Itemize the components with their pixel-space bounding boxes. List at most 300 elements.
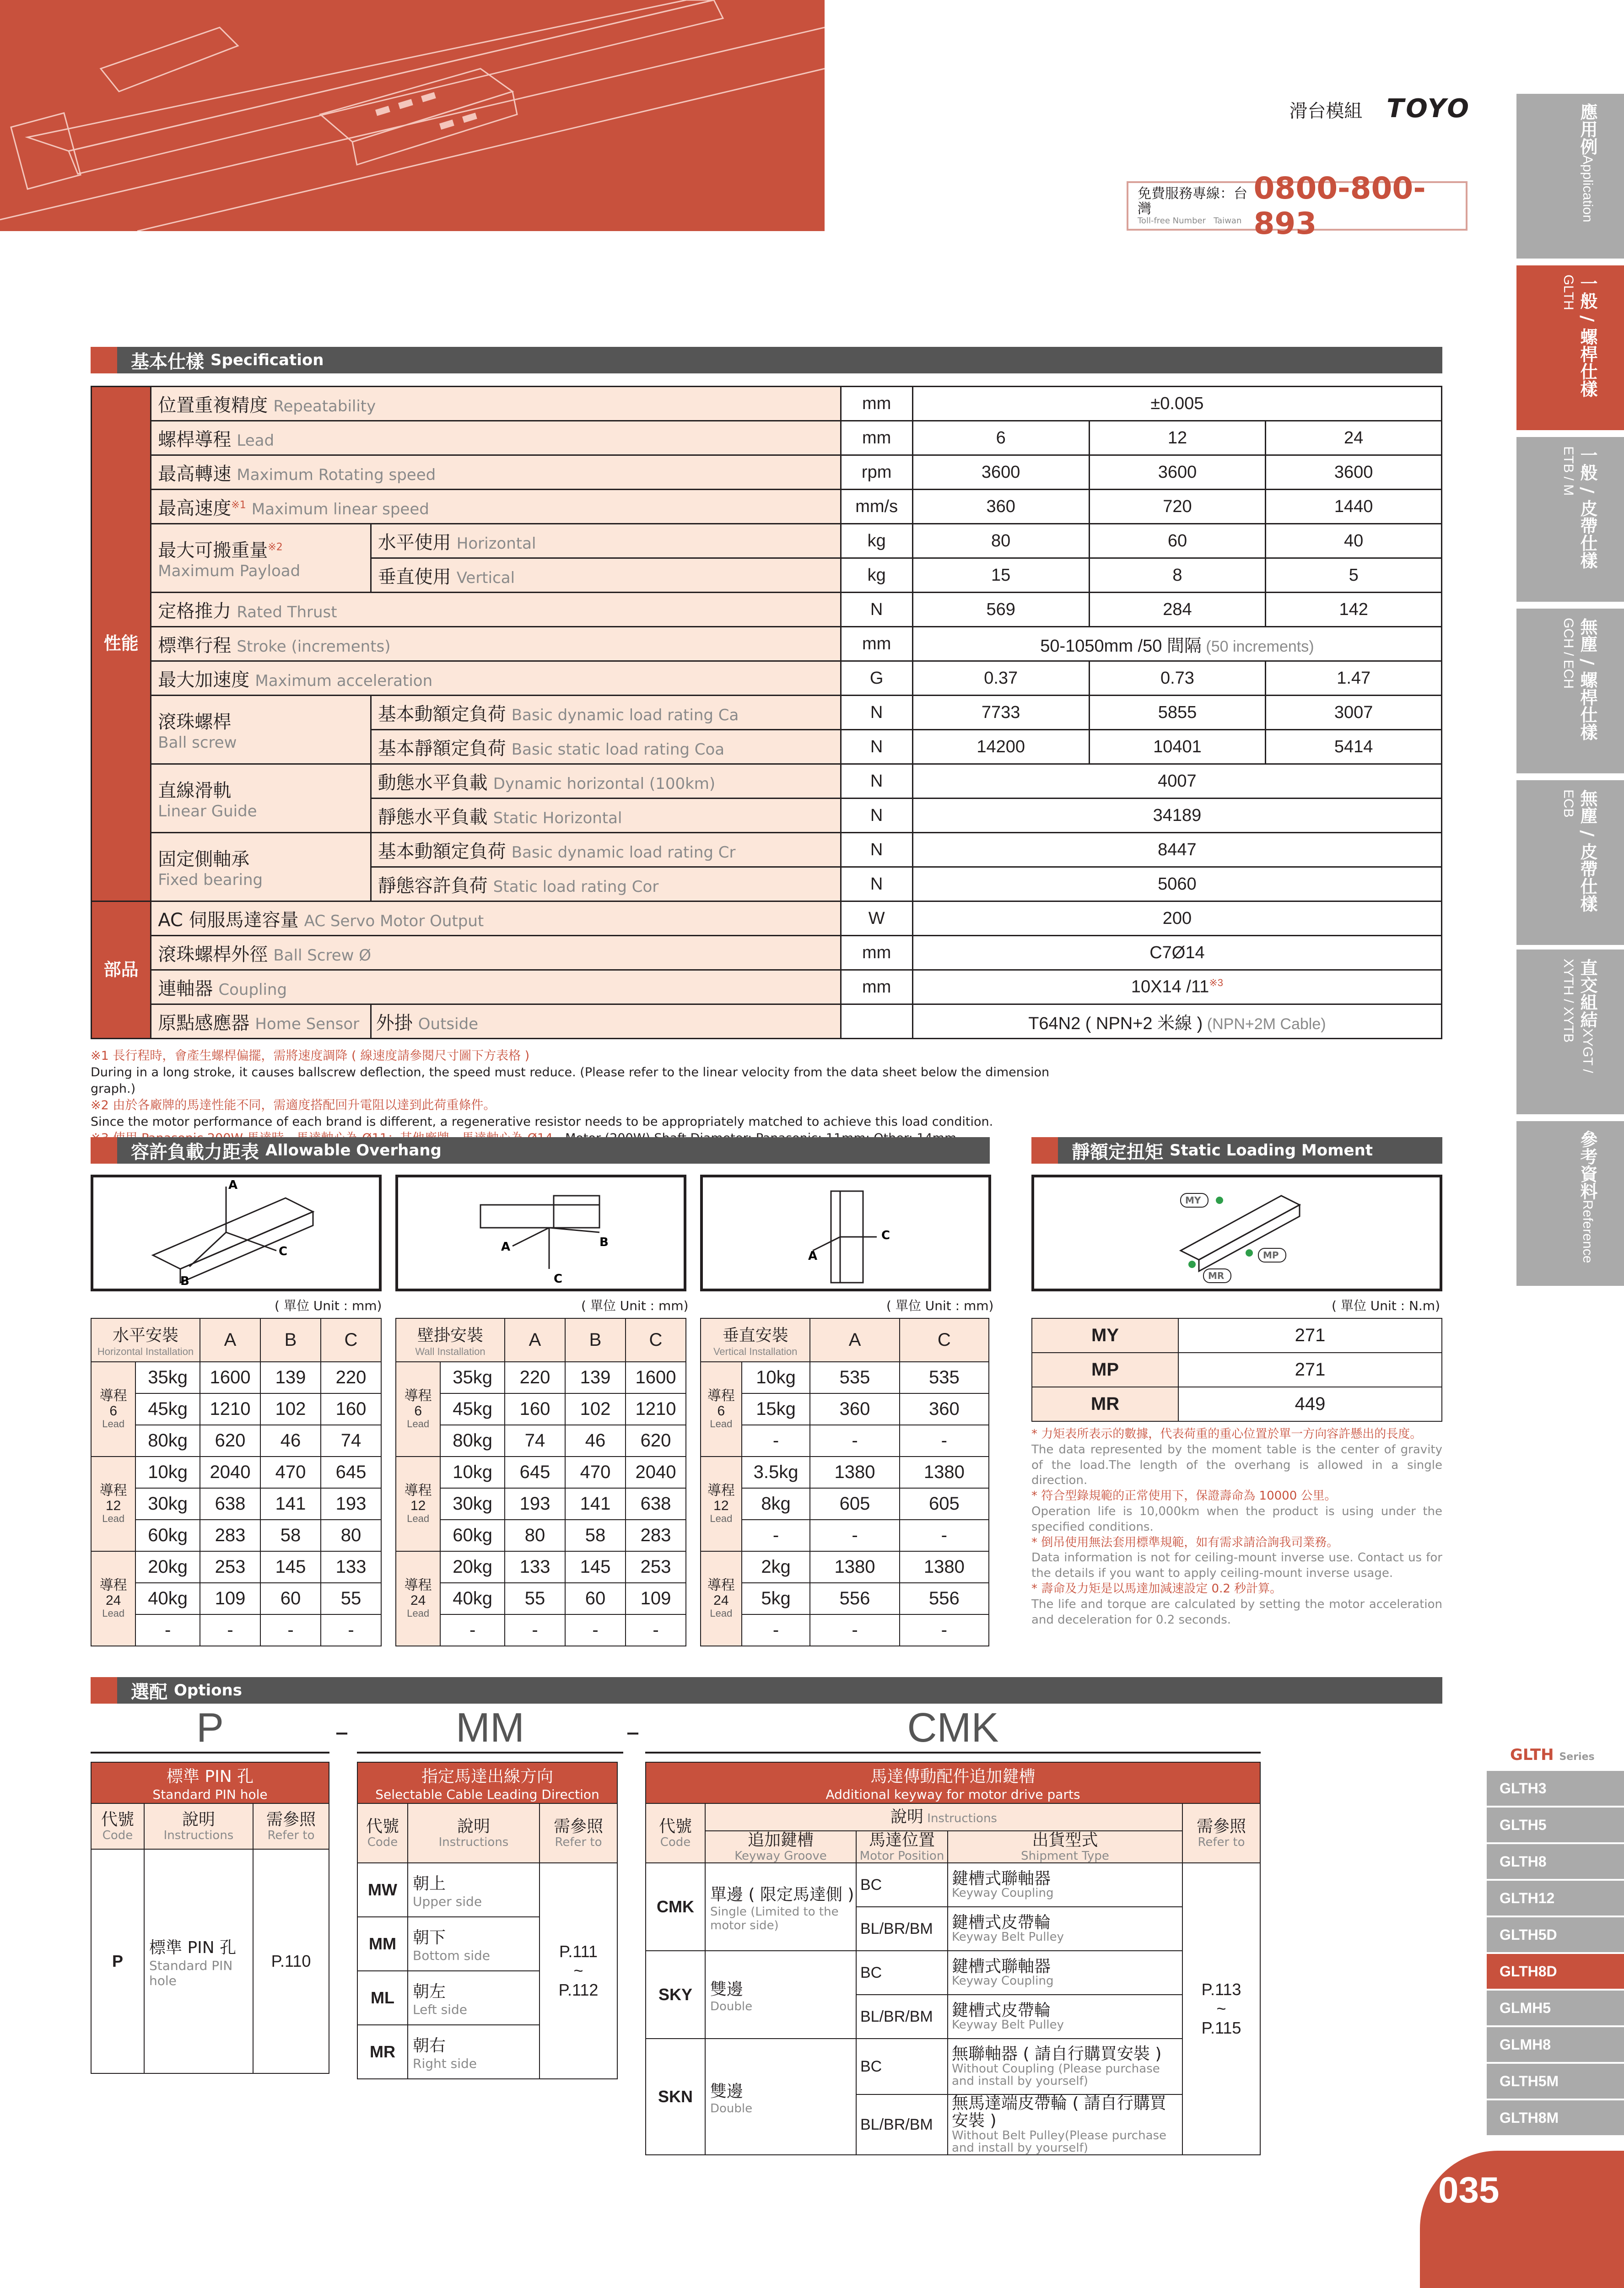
spec-value: 10X14 /11$^{※3}$	[912, 970, 1441, 1004]
vertical-unit: ( 單位 Unit : mm)	[886, 1298, 994, 1313]
p-hdr-en: Standard PIN hole	[152, 1787, 268, 1802]
spec-label: 位置重複精度 Repeatability	[151, 387, 841, 421]
load-cell: -	[742, 1520, 810, 1551]
load-cell: 45kg	[135, 1393, 200, 1425]
spec-label: 滾珠螺桿外徑 Ball Screw Ø	[151, 936, 841, 970]
moment-note-2-zh: * 符合型錄規範的正常使用下，保證壽命為 10000 公里。	[1031, 1489, 1337, 1503]
value-cell: 46	[565, 1425, 626, 1457]
spec-unit	[841, 1004, 912, 1039]
lead-6: 導程 6 Lead	[701, 1362, 742, 1457]
spec-unit: N	[841, 764, 912, 799]
value-cell: 80	[505, 1520, 565, 1551]
col-C: C	[321, 1318, 381, 1362]
load-cell: 80kg	[440, 1425, 505, 1457]
load-cell: -	[742, 1425, 810, 1457]
lead-6: 導程 6 Lead	[91, 1362, 135, 1457]
value-cell: 139	[260, 1362, 321, 1393]
value-cell: 102	[260, 1393, 321, 1425]
shipment-type: 鍵槽式聯軸器 Keyway Coupling	[948, 1951, 1182, 1995]
spec-label: 定格推力 Rated Thrust	[151, 593, 841, 627]
moment-notes	[1031, 1427, 1442, 1628]
load-cell: 30kg	[440, 1488, 505, 1520]
p-row-en: Standard PIN hole	[149, 1958, 233, 1988]
value-cell: 109	[200, 1583, 260, 1614]
value-cell: 193	[321, 1488, 381, 1520]
motor-position: BL/BR/BM	[856, 1995, 948, 2039]
mm-ins-hdr: 說明	[457, 1817, 490, 1836]
series-item-glth3[interactable]: GLTH3	[1487, 1771, 1624, 1807]
spec-table	[91, 386, 1442, 1039]
series-item-glth12[interactable]: GLTH12	[1487, 1881, 1624, 1916]
moment-table	[1031, 1318, 1442, 1422]
dash-2: –	[626, 1716, 640, 1748]
spec-value: 50-1050mm /50 間隔 (50 increments)	[912, 627, 1441, 661]
cmk-code-SKN: SKN	[646, 2039, 705, 2155]
spec-label: 基本動額定負荷 Basic dynamic load rating Ca	[371, 696, 841, 730]
load-cell: 8kg	[742, 1488, 810, 1520]
v-overhang-table	[700, 1318, 989, 1646]
spec-label: 基本靜額定負荷 Basic static load rating Coa	[371, 730, 841, 764]
svg-text:A: A	[501, 1240, 511, 1254]
spec-value-1: 6	[912, 421, 1089, 455]
series-item-glth8d[interactable]: GLTH8D	[1487, 1954, 1624, 1990]
spec-label: 連軸器 Coupling	[151, 970, 841, 1004]
moment-note-1-en: The data represented by the moment table is the center of gravity of the load.The length of the overhang is allowed in a single direction.	[1031, 1442, 1442, 1488]
value-cell: 283	[626, 1520, 686, 1551]
spec-label: 最高轉速 Maximum Rotating speed	[151, 455, 841, 490]
spec-unit: N	[841, 867, 912, 901]
note-2-zh: ※2 由於各廠牌的馬達性能不同，需適度搭配回升電阻以達到此荷重條件。	[91, 1098, 496, 1112]
spec-unit: mm	[841, 970, 912, 1004]
h-overhang-table	[91, 1318, 382, 1646]
spec-title: 基本仕樣	[131, 351, 204, 372]
moment-note-4-en: The life and torque are calculated by setting the motor acceleration and deceleration for 0.2 seconds.	[1031, 1597, 1442, 1627]
spec-value-1: 360	[912, 490, 1089, 524]
load-cell: 30kg	[135, 1488, 200, 1520]
horizontal-unit: ( 單位 Unit : mm)	[275, 1298, 382, 1313]
spec-value-2: 8	[1089, 558, 1266, 593]
value-cell: 470	[260, 1457, 321, 1488]
value-cell: -	[626, 1614, 686, 1646]
cmk-code-CMK: CMK	[646, 1863, 705, 1951]
value-cell: 1600	[200, 1362, 260, 1393]
spec-value: 8447	[912, 833, 1441, 867]
moment-mr-label: MR	[1032, 1387, 1178, 1421]
spec-value-2: 3600	[1089, 455, 1266, 490]
load-cell: 10kg	[742, 1362, 810, 1393]
mm-ref-hdr-en: Refer to	[555, 1835, 602, 1849]
category-parts: 部品	[92, 901, 151, 1039]
svg-text:MY: MY	[1185, 1195, 1201, 1206]
value-cell: 60	[565, 1583, 626, 1614]
value-cell: 160	[321, 1393, 381, 1425]
option-mm-table	[357, 1762, 618, 2079]
series-title-text: GLTH	[1510, 1746, 1554, 1764]
svg-text:A: A	[228, 1178, 238, 1192]
series-title-small: Series	[1559, 1751, 1595, 1763]
spec-value: T64N2 ( NPN+2 米線 ) (NPN+2M Cable)	[912, 1004, 1441, 1039]
value-cell: 220	[505, 1362, 565, 1393]
p-row-zh: 標準 PIN 孔	[149, 1938, 237, 1957]
sidebar-tab-2[interactable]: 一般 / 螺桿仕樣GLTH	[1516, 265, 1624, 430]
note-1-zh: ※1 長行程時，會產生螺桿偏擺，需將速度調降 ( 線速度請參閱尺寸圖下方表格 )	[91, 1049, 530, 1063]
install-label: 壁掛安裝 Wall Installation	[396, 1318, 505, 1362]
load-cell: -	[135, 1614, 200, 1646]
spec-label: 動態水平負載 Dynamic horizontal (100km)	[371, 764, 841, 799]
moment-mr-value: 449	[1178, 1387, 1442, 1421]
series-item-glth5d[interactable]: GLTH5D	[1487, 1917, 1624, 1953]
spec-value: 34189	[912, 799, 1441, 833]
mm-code-mm: MM	[357, 1917, 408, 1971]
svg-text:MP: MP	[1263, 1250, 1279, 1261]
moment-mp-value: 271	[1178, 1353, 1442, 1387]
value-cell: 556	[900, 1583, 989, 1614]
spec-unit: mm	[841, 936, 912, 970]
spec-value: 5060	[912, 867, 1441, 901]
series-item-glmh5[interactable]: GLMH5	[1487, 1991, 1624, 2026]
spec-value-1: 15	[912, 558, 1089, 593]
spec-unit: N	[841, 696, 912, 730]
value-cell: 620	[200, 1425, 260, 1457]
lead-24: 導程 24 Lead	[701, 1551, 742, 1646]
note-2-en: Since the motor performance of each brand is different, a regenerative resistor needs to be appropriately matched to achieve this load condition.	[91, 1114, 993, 1129]
motor-position: BC	[856, 1951, 948, 1995]
col-C: C	[900, 1318, 989, 1362]
mm-mr-zh: 朝右	[413, 2036, 446, 2055]
sidebar-tab-7[interactable]: 參考資料Reference	[1516, 1121, 1624, 1286]
lead-12: 導程 12 Lead	[701, 1457, 742, 1551]
options-title: 選配	[131, 1681, 167, 1703]
spec-value-3: 3600	[1266, 455, 1442, 490]
value-cell: 133	[321, 1551, 381, 1583]
overhang-title: 容許負載力距表	[131, 1141, 259, 1163]
overhang-section-bar	[91, 1137, 990, 1164]
note-2	[91, 1097, 1052, 1130]
lead-24: 導程 24 Lead	[91, 1551, 135, 1646]
option-cmk-wrap	[645, 1762, 1261, 2155]
shipment-type: 無聯軸器 ( 請自行購買安裝 ) Without Coupling (Please purchase and install by yourself)	[948, 2039, 1182, 2094]
svg-text:MR: MR	[1208, 1270, 1225, 1281]
sidebar-tab-1[interactable]: 應用例Application	[1516, 94, 1624, 259]
load-cell: 15kg	[742, 1393, 810, 1425]
value-cell: -	[565, 1614, 626, 1646]
series-item-glth8[interactable]: GLTH8	[1487, 1844, 1624, 1880]
load-cell: 60kg	[440, 1520, 505, 1551]
value-cell: 638	[626, 1488, 686, 1520]
option-cmk-table: 馬達傳動配件追加鍵槽 Additional keyway for motor drive parts 代號 Code 說明 Instructions 需參照 Refer to 追加鍵槽 Keyway Groove 馬達位置 Motor Position 出貨型式 Shipment Type CMK 單邊 ( 限定馬達側 ) Single (Limited to the motor side) BC 鍵槽式聯軸器 Keyway Coupling P.113 ~ P.115 BL/BR/BM 鍵槽式皮帶輪 Keyway Belt Pulley SKY 雙邊 Double BC 鍵槽式聯軸器 Keyway Coupling BL/BR/BM 鍵槽式皮帶輪 Keyway Belt Pulley SKN 雙邊 Double BC 無聯軸器 ( 請自行購買安裝 ) Without Coupling (Please purchase and install by yourself) BL/BR/BM 無馬達端皮帶輪 ( 請自行購買安裝 ) Without Belt Pulley(Please purchase and install by yourself)	[645, 1762, 1261, 2155]
value-cell: 55	[321, 1583, 381, 1614]
moment-my-label: MY	[1032, 1318, 1178, 1353]
mm-ml-zh: 朝左	[413, 1982, 446, 2001]
spec-label: 標準行程 Stroke (increments)	[151, 627, 841, 661]
svg-text:C: C	[279, 1245, 288, 1258]
col-B: B	[565, 1318, 626, 1362]
mm-code-ml: ML	[357, 1971, 408, 2025]
payload-label: 最大可搬重量$^{※2}$ Maximum Payload	[151, 524, 371, 593]
value-cell: 139	[565, 1362, 626, 1393]
value-cell: 283	[200, 1520, 260, 1551]
value-cell: 80	[321, 1520, 381, 1551]
motor-position: BC	[856, 1863, 948, 1907]
cmk-desc: 雙邊 Double	[705, 1951, 856, 2039]
load-cell: 60kg	[135, 1520, 200, 1551]
moment-note-3-en: Data information is not for ceiling-mount inverse use. Contact us for the details if you want to apply ceiling-mount inverse usage.	[1031, 1551, 1442, 1581]
group-label: 固定側軸承 Fixed bearing	[151, 833, 371, 901]
series-item-glth8m[interactable]: GLTH8M	[1487, 2100, 1624, 2136]
spec-value-1: 7733	[912, 696, 1089, 730]
series-item-glmh8[interactable]: GLMH8	[1487, 2027, 1624, 2063]
load-cell: 40kg	[440, 1583, 505, 1614]
spec-notes	[91, 1048, 1052, 1146]
spec-label: 基本動額定負荷 Basic dynamic load rating Cr	[371, 833, 841, 867]
p-code-hdr-en: Code	[102, 1828, 133, 1842]
options-title-en: Options	[174, 1681, 242, 1700]
value-cell: -	[321, 1614, 381, 1646]
spec-unit: mm	[841, 421, 912, 455]
mm-ins-hdr-en: Instructions	[438, 1835, 509, 1849]
value-cell: 160	[505, 1393, 565, 1425]
vertical-diagram	[700, 1175, 991, 1291]
spec-unit: N	[841, 730, 912, 764]
mm-ml-en: Left side	[413, 2002, 467, 2017]
moment-unit: ( 單位 Unit : N.m)	[1332, 1298, 1441, 1313]
cmk-ref: P.113 ~ P.115	[1182, 1863, 1260, 2155]
value-cell: 74	[321, 1425, 381, 1457]
spec-label: 最大加速度 Maximum acceleration	[151, 661, 841, 696]
spec-value-2: 12	[1089, 421, 1266, 455]
spec-value-2: 284	[1089, 593, 1266, 627]
value-cell: 605	[810, 1488, 899, 1520]
value-cell: 46	[260, 1425, 321, 1457]
spec-value-3: 5	[1266, 558, 1442, 593]
spec-value-3: 3007	[1266, 696, 1442, 730]
svg-text:B: B	[180, 1274, 189, 1288]
cmk-desc: 單邊 ( 限定馬達側 ) Single (Limited to the motor side)	[705, 1863, 856, 1951]
load-cell: 20kg	[440, 1551, 505, 1583]
spec-unit: W	[841, 901, 912, 936]
load-cell: 3.5kg	[742, 1457, 810, 1488]
value-cell: -	[810, 1614, 899, 1646]
value-cell: 141	[565, 1488, 626, 1520]
moment-row-my	[1032, 1318, 1442, 1353]
spec-label: 螺桿導程 Lead	[151, 421, 841, 455]
load-cell: 40kg	[135, 1583, 200, 1614]
p-ref-hdr-en: Refer to	[267, 1828, 315, 1842]
category-performance: 性能	[92, 387, 151, 901]
value-cell: 193	[505, 1488, 565, 1520]
spec-value: ±0.005	[912, 387, 1441, 421]
load-cell: 20kg	[135, 1551, 200, 1583]
value-cell: 470	[565, 1457, 626, 1488]
lead-12: 導程 12 Lead	[396, 1457, 440, 1551]
toyo-logo: TOYO	[1387, 94, 1471, 124]
load-cell: 2kg	[742, 1551, 810, 1583]
value-cell: 253	[200, 1551, 260, 1583]
shipment-type: 無馬達端皮帶輪 ( 請自行購買安裝 ) Without Belt Pulley(Please purchase and install by yourself)	[948, 2094, 1182, 2155]
value-cell: 141	[260, 1488, 321, 1520]
mm-mr-en: Right side	[413, 2056, 477, 2071]
sidebar-tab-6[interactable]: 直交組結XYGT / XYTH / XYTB	[1516, 950, 1624, 1114]
value-cell: 1380	[900, 1551, 989, 1583]
value-cell: 535	[900, 1362, 989, 1393]
value-cell: 133	[505, 1551, 565, 1583]
value-cell: -	[900, 1614, 989, 1646]
mm-code-hdr-en: Code	[367, 1835, 398, 1849]
mm-mw-en: Upper side	[413, 1894, 482, 1909]
option-p-table	[91, 1762, 329, 2074]
moment-note-2-en: Operation life is 10,000km when the product is using under the specified conditions.	[1031, 1504, 1442, 1534]
sidebar-tab-3[interactable]: 一般 / 皮帶仕樣ETB / M	[1516, 437, 1624, 602]
mm-hdr-en: Selectable Cable Leading Direction	[375, 1787, 599, 1802]
spec-value-1: 0.37	[912, 661, 1089, 696]
moment-row-mr	[1032, 1387, 1442, 1421]
spec-unit: N	[841, 593, 912, 627]
load-cell: 35kg	[135, 1362, 200, 1393]
moment-note-4-zh: * 壽命及力矩是以馬達加減速設定 0.2 秒計算。	[1031, 1581, 1282, 1596]
value-cell: 645	[505, 1457, 565, 1488]
value-cell: 1380	[900, 1457, 989, 1488]
load-cell: 45kg	[440, 1393, 505, 1425]
value-cell: 605	[900, 1488, 989, 1520]
value-cell: 620	[626, 1425, 686, 1457]
value-cell: 1380	[810, 1551, 899, 1583]
hero-banner	[0, 0, 825, 231]
mm-mw-zh: 朝上	[413, 1874, 446, 1893]
lead-24: 導程 24 Lead	[396, 1551, 440, 1646]
hotline-number: 0800-800-893	[1253, 171, 1426, 241]
spec-unit: mm	[841, 387, 912, 421]
spec-label: 水平使用 Horizontal	[371, 524, 841, 558]
shipment-type: 鍵槽式皮帶輪 Keyway Belt Pulley	[948, 1907, 1182, 1951]
spec-title-en: Specification	[210, 351, 324, 369]
value-cell: 1210	[626, 1393, 686, 1425]
spec-value-1: 3600	[912, 455, 1089, 490]
value-cell: -	[260, 1614, 321, 1646]
spec-unit: rpm	[841, 455, 912, 490]
cmk-code-SKY: SKY	[646, 1951, 705, 2039]
page-number: 035	[1420, 2151, 1624, 2288]
wall-table-wrap	[395, 1318, 686, 1646]
brand-header	[1289, 94, 1471, 124]
value-cell: -	[810, 1520, 899, 1551]
value-cell: 638	[200, 1488, 260, 1520]
col-B: B	[260, 1318, 321, 1362]
group-label: 直線滑軌 Linear Guide	[151, 764, 371, 833]
value-cell: 556	[810, 1583, 899, 1614]
series-title	[1510, 1746, 1595, 1764]
moment-title-en: Static Loading Moment	[1170, 1141, 1373, 1160]
p-ins-hdr: 說明	[182, 1810, 215, 1829]
spec-unit: N	[841, 833, 912, 867]
option-cmk-letter: CMK	[645, 1705, 1261, 1754]
load-cell: 5kg	[742, 1583, 810, 1614]
install-label: 垂直安裝 Vertical Installation	[701, 1318, 810, 1362]
series-item-glth5[interactable]: GLTH5	[1487, 1808, 1624, 1843]
svg-text:A: A	[808, 1249, 818, 1263]
svg-text:B: B	[599, 1236, 609, 1249]
moment-note-3-zh: * 倒吊使用無法套用標準規範，如有需求請洽詢我司業務。	[1031, 1535, 1339, 1549]
group-label: 滾珠螺桿 Ball screw	[151, 696, 371, 764]
shipment-type: 鍵槽式皮帶輪 Keyway Belt Pulley	[948, 1995, 1182, 2039]
note-1	[91, 1048, 1052, 1097]
p-row-code: P	[91, 1849, 144, 2073]
value-cell: 535	[810, 1362, 899, 1393]
dash-1: –	[335, 1716, 349, 1748]
option-mm-letter: MM	[357, 1705, 623, 1754]
hotline-label: 免費服務專線：台灣	[1138, 186, 1247, 217]
moment-title: 靜額定扭矩	[1072, 1141, 1163, 1163]
spec-value: 200	[912, 901, 1441, 936]
moment-diagram	[1031, 1175, 1442, 1291]
spec-label: AC 伺服馬達容量 AC Servo Motor Output	[151, 901, 841, 936]
value-cell: 645	[321, 1457, 381, 1488]
p-hdr: 標準 PIN 孔	[166, 1767, 254, 1786]
spec-value-3: 1.47	[1266, 661, 1442, 696]
moment-section-bar	[1031, 1137, 1442, 1164]
p-row-ref: P.110	[253, 1849, 329, 2073]
spec-value-2: 720	[1089, 490, 1266, 524]
spec-unit: mm/s	[841, 490, 912, 524]
sidebar-tab-4[interactable]: 無塵 / 螺桿仕樣GCH / ECH	[1516, 609, 1624, 773]
sidebar-tab-5[interactable]: 無塵 / 皮帶仕樣ECB	[1516, 780, 1624, 945]
p-code-hdr: 代號	[101, 1810, 134, 1829]
spec-value-3: 142	[1266, 593, 1442, 627]
spec-value-1: 14200	[912, 730, 1089, 764]
value-cell: 253	[626, 1551, 686, 1583]
spec-value-3: 5414	[1266, 730, 1442, 764]
series-item-glth5m[interactable]: GLTH5M	[1487, 2064, 1624, 2099]
spec-unit: kg	[841, 524, 912, 558]
col-A: A	[505, 1318, 565, 1362]
spec-value: C7Ø14	[912, 936, 1441, 970]
vertical-table-wrap	[700, 1318, 989, 1646]
value-cell: 55	[505, 1583, 565, 1614]
svg-text:C: C	[881, 1229, 890, 1242]
horizontal-table-wrap	[91, 1318, 382, 1646]
mm-mm-en: Bottom side	[413, 1948, 490, 1963]
spec-value-3: 40	[1266, 524, 1442, 558]
spec-section-bar	[91, 347, 1442, 373]
value-cell: 360	[810, 1393, 899, 1425]
moment-my-value: 271	[1178, 1318, 1442, 1353]
horizontal-diagram	[91, 1175, 382, 1291]
p-ref-hdr: 需參照	[266, 1810, 316, 1829]
motor-position: BL/BR/BM	[856, 1907, 948, 1951]
value-cell: 109	[626, 1583, 686, 1614]
mm-code-hdr: 代號	[366, 1817, 399, 1836]
value-cell: 58	[565, 1520, 626, 1551]
shipment-type: 鍵槽式聯軸器 Keyway Coupling	[948, 1863, 1182, 1907]
value-cell: 58	[260, 1520, 321, 1551]
value-cell: -	[900, 1425, 989, 1457]
hotline-en: Toll-free Number	[1138, 216, 1206, 226]
mm-hdr: 指定馬達出線方向	[421, 1767, 553, 1786]
value-cell: 220	[321, 1362, 381, 1393]
w-overhang-table	[395, 1318, 686, 1646]
wall-diagram	[395, 1175, 686, 1291]
moment-mp-label: MP	[1032, 1353, 1178, 1387]
moment-row-mp	[1032, 1353, 1442, 1387]
value-cell: -	[200, 1614, 260, 1646]
value-cell: -	[900, 1520, 989, 1551]
spec-unit: G	[841, 661, 912, 696]
spec-value-2: 60	[1089, 524, 1266, 558]
col-A: A	[200, 1318, 260, 1362]
moment-note-1-zh: * 力矩表所表示的數據，代表荷重的重心位置於單一方向容許懸出的長度。	[1031, 1427, 1422, 1441]
spec-label: 靜態容許負荷 Static load rating Cor	[371, 867, 841, 901]
lead-12: 導程 12 Lead	[91, 1457, 135, 1551]
value-cell: 145	[565, 1551, 626, 1583]
